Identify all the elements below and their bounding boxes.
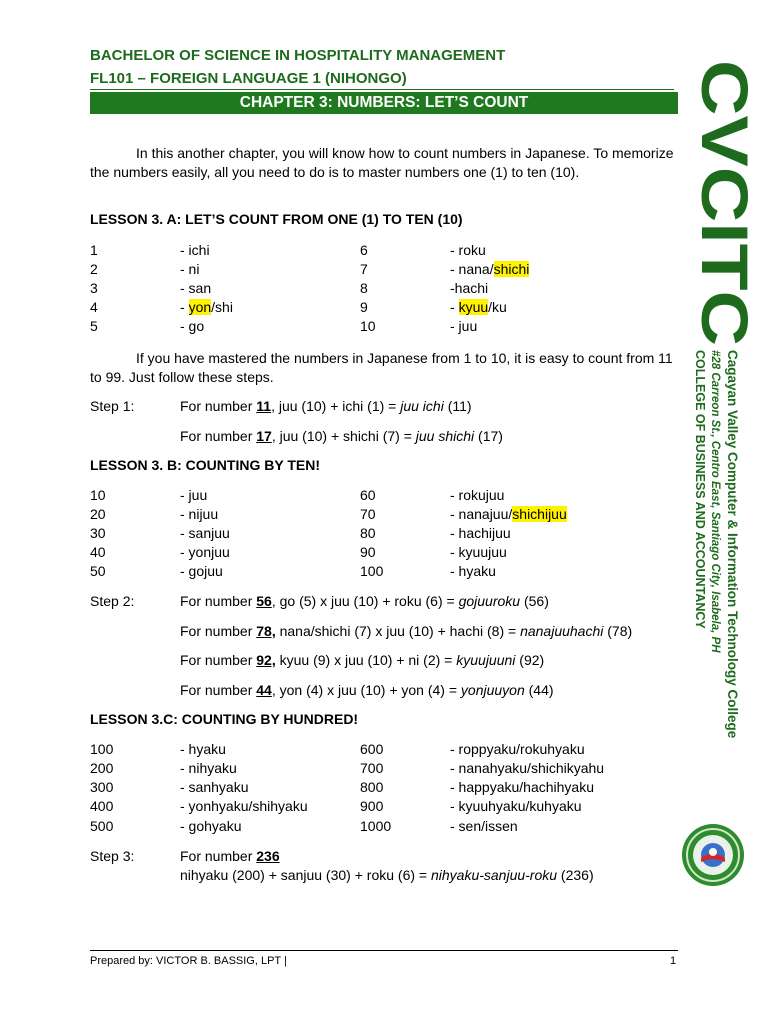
number-cell: 30 bbox=[90, 525, 106, 541]
word-cell: - nanahyaku/shichikyahu bbox=[450, 760, 605, 776]
table-row bbox=[90, 318, 675, 337]
step-text: nihyaku (200) + sanjuu (30) + roku (6) = nihyaku-sanjuu-roku (236) bbox=[180, 867, 594, 883]
word-cell: -hachi bbox=[450, 280, 489, 296]
step-label: Step 1: bbox=[90, 398, 135, 414]
word-cell: - san bbox=[180, 280, 212, 296]
word-cell: - nana/shichi bbox=[450, 261, 530, 277]
number-cell: 60 bbox=[360, 487, 376, 503]
number-cell: 2 bbox=[90, 261, 98, 277]
table-row bbox=[90, 544, 675, 563]
number-cell: 600 bbox=[360, 741, 384, 757]
lesson-b-title: LESSON 3. B: COUNTING BY TEN! bbox=[90, 457, 320, 473]
intro-paragraph: In this another chapter, you will know how to count numbers in Japanese. To memorize the numbers easily, all you need to do is to master numbers one (1) to ten (10). bbox=[90, 145, 674, 180]
prepared-by: Prepared by: VICTOR B. BASSIG, LPT | bbox=[90, 955, 287, 967]
word-cell: - kyuu/ku bbox=[450, 299, 507, 315]
lesson-c-title: LESSON 3.C: COUNTING BY HUNDRED! bbox=[90, 711, 359, 727]
program-title: BACHELOR OF SCIENCE IN HOSPITALITY MANAGEMENT bbox=[90, 47, 506, 64]
number-cell: 800 bbox=[360, 779, 384, 795]
word-cell: - yon/shi bbox=[180, 299, 233, 315]
number-cell: 40 bbox=[90, 544, 106, 560]
word-cell: - yonjuu bbox=[180, 544, 230, 560]
table-row bbox=[90, 261, 675, 280]
word-cell: - hyaku bbox=[450, 563, 496, 579]
word-cell: - nanajuu/shichijuu bbox=[450, 506, 567, 522]
table-row bbox=[90, 299, 675, 318]
college-logo bbox=[682, 58, 762, 348]
word-cell: - roku bbox=[450, 242, 486, 258]
word-cell: - sen/issen bbox=[450, 818, 518, 834]
number-cell: 90 bbox=[360, 544, 376, 560]
number-cell: 7 bbox=[360, 261, 368, 277]
word-cell: - yonhyaku/shihyaku bbox=[180, 798, 308, 814]
table-row bbox=[90, 242, 675, 261]
number-cell: 6 bbox=[360, 242, 368, 258]
middle-paragraph: If you have mastered the numbers in Japanese from 1 to 10, it is easy to count from 11 to 99. Just follow these steps. bbox=[90, 350, 673, 385]
step-text: For number 11, juu (10) + ichi (1) = juu ichi (11) bbox=[180, 398, 472, 414]
word-cell: - rokujuu bbox=[450, 487, 505, 503]
college-seal-icon bbox=[680, 822, 746, 888]
number-cell: 80 bbox=[360, 525, 376, 541]
number-cell: 500 bbox=[90, 818, 114, 834]
word-cell: - gohyaku bbox=[180, 818, 242, 834]
word-cell: - juu bbox=[450, 318, 478, 334]
word-cell: - sanjuu bbox=[180, 525, 230, 541]
table-row bbox=[90, 798, 675, 817]
number-cell: 1000 bbox=[360, 818, 392, 834]
step-text: For number 56, go (5) x juu (10) + roku (6) = gojuuroku (56) bbox=[180, 593, 549, 609]
table-row bbox=[90, 506, 675, 525]
number-cell: 10 bbox=[90, 487, 106, 503]
word-cell: - hachijuu bbox=[450, 525, 511, 541]
table-row bbox=[90, 525, 675, 544]
number-cell: 8 bbox=[360, 280, 368, 296]
step-label: Step 3: bbox=[90, 848, 135, 864]
word-cell: - happyaku/hachihyaku bbox=[450, 779, 594, 795]
number-cell: 5 bbox=[90, 318, 98, 334]
course-title: FL101 – FOREIGN LANGUAGE 1 (NIHONGO) bbox=[90, 70, 407, 87]
number-cell: 700 bbox=[360, 760, 384, 776]
number-cell: 400 bbox=[90, 798, 114, 814]
highlighted-text: yon bbox=[188, 299, 212, 315]
number-cell: 1 bbox=[90, 242, 98, 258]
word-cell: - sanhyaku bbox=[180, 779, 249, 795]
chapter-banner: CHAPTER 3: NUMBERS: LET’S COUNT bbox=[90, 92, 678, 114]
number-cell: 3 bbox=[90, 280, 98, 296]
table-row bbox=[90, 280, 675, 299]
header-divider bbox=[90, 89, 674, 90]
college-address: #28 Carreon St., Centro East, Santiago City, Isabela, PH bbox=[709, 350, 721, 653]
word-cell: - go bbox=[180, 318, 205, 334]
table-row bbox=[90, 487, 675, 506]
word-cell: - ichi bbox=[180, 242, 210, 258]
number-cell: 70 bbox=[360, 506, 376, 522]
word-cell: - kyuuhyaku/kuhyaku bbox=[450, 798, 582, 814]
number-cell: 9 bbox=[360, 299, 368, 315]
number-cell: 100 bbox=[360, 563, 384, 579]
word-cell: - juu bbox=[180, 487, 208, 503]
word-cell: - gojuu bbox=[180, 563, 223, 579]
number-cell: 50 bbox=[90, 563, 106, 579]
page-number: 1 bbox=[670, 955, 677, 967]
footer-divider bbox=[90, 950, 678, 951]
number-cell: 4 bbox=[90, 299, 98, 315]
word-cell: - ni bbox=[180, 261, 200, 277]
lesson-a-title: LESSON 3. A: LET’S COUNT FROM ONE (1) TO TEN (10) bbox=[90, 211, 463, 227]
highlighted-text: kyuu bbox=[458, 299, 489, 315]
step-text: For number 236 bbox=[180, 848, 280, 864]
step-text: For number 17, juu (10) + shichi (7) = juu shichi (17) bbox=[180, 428, 503, 444]
word-cell: - nihyaku bbox=[180, 760, 237, 776]
department-name: COLLEGE OF BUSINESS AND ACCOUNTANCY bbox=[693, 350, 707, 629]
number-cell: 300 bbox=[90, 779, 114, 795]
college-info bbox=[682, 350, 740, 830]
table-row bbox=[90, 760, 675, 779]
word-cell: - hyaku bbox=[180, 741, 226, 757]
table-row bbox=[90, 741, 675, 760]
step-label: Step 2: bbox=[90, 593, 135, 609]
step-text: For number 78, nana/shichi (7) x juu (10) + hachi (8) = nanajuuhachi (78) bbox=[180, 623, 633, 639]
table-row bbox=[90, 563, 675, 582]
number-cell: 100 bbox=[90, 741, 114, 757]
table-row bbox=[90, 779, 675, 798]
step-text: For number 44, yon (4) x juu (10) + yon (4) = yonjuuyon (44) bbox=[180, 682, 554, 698]
number-cell: 900 bbox=[360, 798, 384, 814]
table-row bbox=[90, 818, 675, 837]
number-cell: 20 bbox=[90, 506, 106, 522]
highlighted-text: shichi bbox=[493, 261, 530, 277]
number-cell: 10 bbox=[360, 318, 376, 334]
step-text: For number 92, kyuu (9) x juu (10) + ni (2) = kyuujuuni (92) bbox=[180, 652, 545, 668]
word-cell: - kyuujuu bbox=[450, 544, 507, 560]
word-cell: - roppyaku/rokuhyaku bbox=[450, 741, 585, 757]
highlighted-text: shichijuu bbox=[512, 506, 567, 522]
number-cell: 200 bbox=[90, 760, 114, 776]
college-name: Cagayan Valley Computer & Information Technology College bbox=[725, 350, 740, 739]
word-cell: - nijuu bbox=[180, 506, 219, 522]
logo-text: CVCITC bbox=[688, 60, 762, 306]
